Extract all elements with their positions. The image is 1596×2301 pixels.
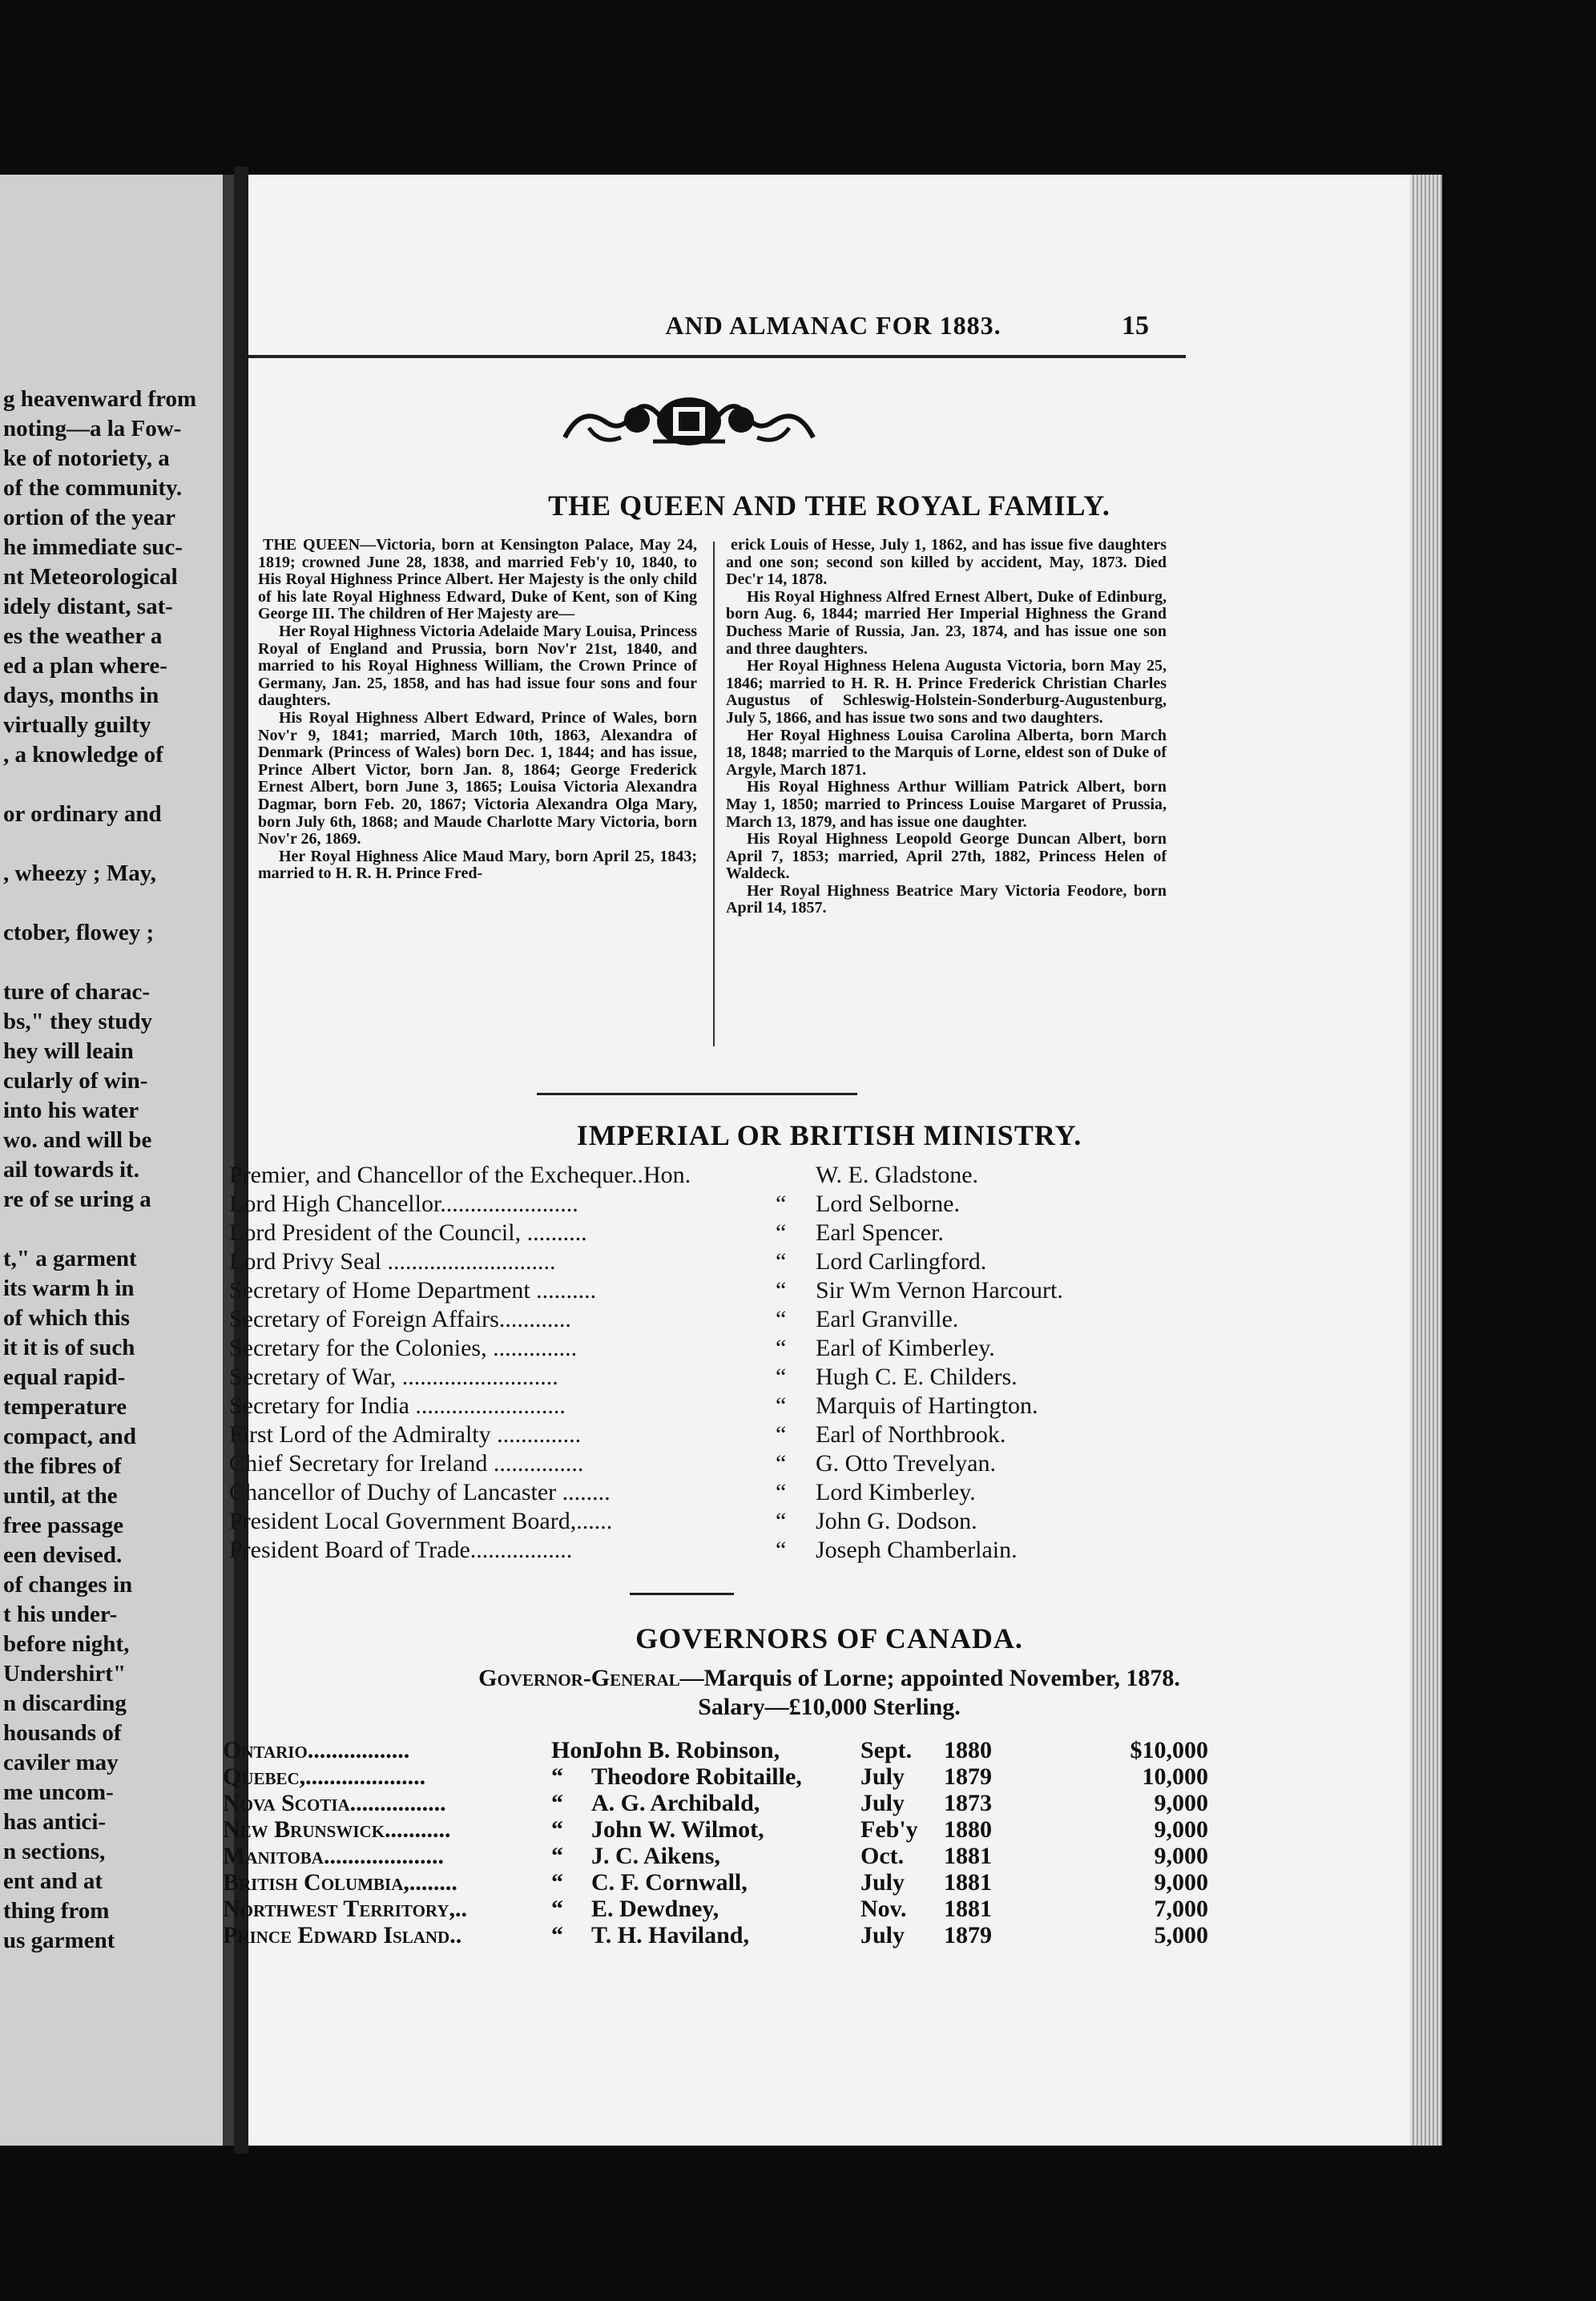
appointed-year: 1873	[944, 1790, 992, 1816]
left-page-line: equal rapid-	[3, 1364, 126, 1390]
appointed-year: 1880	[944, 1816, 992, 1843]
ditto-mark: “	[776, 1306, 787, 1332]
governor-name: C. F. Cornwall,	[591, 1869, 748, 1896]
ditto-mark: “	[776, 1364, 787, 1390]
royal-family-paragraph: THE QUEEN—Victoria, born at Kensington Palace, May 24, 1819; crowned June 28, 1838, and married Feb'y 10, 1840, to His Royal Highness Prince Albert. Her Majesty is the only child of his late Royal Highness Edward, Duke of Kent, son of King George III. The children of Her Majesty are—	[258, 536, 697, 623]
honorific: “	[551, 1896, 563, 1922]
province: New Brunswick...........	[223, 1816, 451, 1843]
left-page-line: caviler may	[3, 1750, 119, 1775]
left-page-line: t his under-	[3, 1602, 118, 1627]
ministry-office: Chancellor of Duchy of Lancaster ........	[229, 1479, 611, 1505]
governor-name: J. C. Aikens,	[591, 1843, 720, 1869]
appointed-month: Oct.	[860, 1843, 905, 1869]
left-page-line: compact, and	[3, 1424, 136, 1449]
appointed-year: 1881	[944, 1843, 992, 1869]
ministry-office: Premier, and Chancellor of the Exchequer..Hon.	[229, 1162, 691, 1188]
table-row	[223, 1896, 1384, 1922]
ministry-office: Secretary for the Colonies, ..............	[229, 1335, 578, 1361]
royal-family-paragraph: His Royal Highness Arthur William Patrick Albert, born May 1, 1850; married to Princess Louise Margaret of Prussia, March 13, 1879, and has issue one daughter.	[726, 778, 1167, 831]
left-page-line: ent and at	[3, 1868, 103, 1894]
left-page-line: thing from	[3, 1898, 110, 1924]
left-page-line: t," a garment	[3, 1246, 137, 1271]
left-page-line: ctober, flowey ;	[3, 920, 155, 945]
ditto-mark: “	[776, 1479, 787, 1505]
ministry-holder: Hugh C. E. Childers.	[816, 1364, 1018, 1390]
royal-family-paragraph: Her Royal Highness Victoria Adelaide Mary Louisa, Princess Royal of England and Prussia, born Nov'r 21st, 1840, and married to his Royal Highness William, the Crown Prince of Germany, Jan. 25, 1858, and has had issue four sons and four daughters.	[258, 622, 697, 710]
salary-amount: 9,000	[1154, 1869, 1208, 1896]
ditto-mark: “	[776, 1335, 787, 1361]
province: Northwest Territory,..	[223, 1896, 467, 1922]
left-page-line: Undershirt"	[3, 1661, 127, 1686]
governor-name: E. Dewdney,	[591, 1896, 719, 1922]
ministry-holder: Earl of Northbrook.	[816, 1421, 1006, 1448]
honorific: “	[551, 1843, 563, 1869]
column-divider	[713, 542, 715, 1046]
left-page-line: re of se uring a	[3, 1187, 151, 1212]
ministry-holder: Joseph Chamberlain.	[816, 1537, 1018, 1563]
province: British Columbia,........	[223, 1869, 457, 1896]
left-page-line	[3, 948, 196, 977]
ministry-holder: Marquis of Hartington.	[816, 1392, 1038, 1419]
ministry-holder: Lord Kimberley.	[816, 1479, 976, 1505]
left-page-text	[3, 385, 196, 1956]
left-page-line: een devised.	[3, 1542, 123, 1568]
appointed-month: July	[860, 1869, 905, 1896]
governor-name: John B. Robinson,	[591, 1737, 780, 1763]
ditto-mark: “	[776, 1277, 787, 1304]
ministry-row	[229, 1219, 1391, 1248]
ministry-office: President Board of Trade.................	[229, 1537, 573, 1563]
royal-family-paragraph: Her Royal Highness Beatrice Mary Victoria Feodore, born April 14, 1857.	[726, 881, 1167, 917]
left-page-line: has antici-	[3, 1809, 107, 1835]
left-page-line: , a knowledge of	[3, 742, 163, 768]
left-page-line: of the community.	[3, 475, 183, 501]
ditto-mark: “	[776, 1450, 787, 1477]
ministry-office: President Local Government Board,......	[229, 1508, 613, 1534]
appointed-month: Feb'y	[860, 1816, 918, 1843]
honorific: “	[551, 1763, 563, 1790]
table-row	[223, 1763, 1384, 1790]
section-divider-rule	[537, 1093, 857, 1095]
appointed-month: Nov.	[860, 1896, 907, 1922]
left-page-line: us garment	[3, 1928, 115, 1953]
left-page-line: the fibres of	[3, 1453, 122, 1479]
page-number: 15	[1122, 311, 1149, 341]
left-page-line: temperature	[3, 1394, 127, 1420]
left-page-line: es the weather a	[3, 623, 163, 649]
salary-amount: 9,000	[1154, 1816, 1208, 1843]
ditto-mark: “	[776, 1392, 787, 1419]
left-page-line: me uncom-	[3, 1779, 114, 1805]
table-row	[223, 1790, 1384, 1816]
governor-general-line	[248, 1665, 1410, 1692]
left-page-line: , wheezy ; May,	[3, 860, 156, 886]
left-page-line: hey will leain	[3, 1038, 134, 1064]
left-page-line: ture of charac-	[3, 979, 151, 1005]
ministry-office: Lord Privy Seal ............................	[229, 1248, 556, 1275]
ministry-holder: John G. Dodson.	[816, 1508, 977, 1534]
royal-family-paragraph: His Royal Highness Albert Edward, Prince of Wales, born Nov'r 9, 1841; married, March 10th, 1863, Alexandra of Denmark (Princess of Wales) born Dec. 1, 1844; and has issue, Prince Albert Victor, born Jan. 8, 1864; George Frederick Ernest Albert, born June 3, 1865; Louisa Victoria Alexandra Dagmar, born Feb. 20, 1867; Victoria Alexandra Olga Mary, born July 6th, 1868; and Maude Charlotte Mary Victoria, born Nov'r 26, 1869.	[258, 708, 697, 848]
left-page-line: n discarding	[3, 1690, 127, 1716]
left-page-line	[3, 770, 196, 800]
table-row	[223, 1843, 1384, 1869]
ministry-holder: Earl Granville.	[816, 1306, 959, 1332]
royal-family-right-column	[726, 537, 1167, 917]
ministry-row	[229, 1479, 1391, 1508]
appointed-month: July	[860, 1922, 905, 1948]
ministry-title: IMPERIAL OR BRITISH MINISTRY.	[576, 1119, 1082, 1151]
appointed-month: July	[860, 1790, 905, 1816]
province: Nova Scotia................	[223, 1790, 446, 1816]
ministry-row	[229, 1248, 1391, 1277]
governor-name: John W. Wilmot,	[591, 1816, 764, 1843]
royal-family-paragraph: His Royal Highness Alfred Ernest Albert, Duke of Edinburg, born Aug. 6, 1844; married Her Imperial Highness the Grand Duchess Marie of Russia, Jan. 23, 1874, and has issue one son and three daughters.	[726, 587, 1167, 658]
ministry-holder: G. Otto Trevelyan.	[816, 1450, 996, 1477]
left-page-line: cularly of win-	[3, 1068, 148, 1094]
ministry-row	[229, 1450, 1391, 1479]
province: Quebec,....................	[223, 1763, 426, 1790]
royal-family-title: THE QUEEN AND THE ROYAL FAMILY.	[548, 490, 1110, 522]
appointed-year: 1879	[944, 1922, 992, 1948]
ministry-row	[229, 1162, 1391, 1191]
appointed-month: Sept.	[860, 1737, 913, 1763]
ditto-mark: “	[776, 1421, 787, 1448]
left-page-line	[3, 829, 196, 859]
left-page-line: ortion of the year	[3, 505, 176, 530]
salary-amount: 5,000	[1154, 1922, 1208, 1948]
ditto-mark: “	[776, 1248, 787, 1275]
left-page-line: or ordinary and	[3, 801, 162, 827]
left-page-line: ke of notoriety, a	[3, 445, 170, 471]
left-page-line: n sections,	[3, 1839, 106, 1864]
salary-amount: $10,000	[1130, 1737, 1208, 1763]
ministry-office: Secretary of Home Department ..........	[229, 1277, 597, 1304]
page-stack-edge	[1410, 175, 1442, 2146]
salary-amount: 7,000	[1154, 1896, 1208, 1922]
left-page-line: of changes in	[3, 1572, 133, 1598]
appointed-year: 1881	[944, 1896, 992, 1922]
left-page-line: housands of	[3, 1720, 122, 1746]
left-page-line	[3, 889, 196, 918]
royal-family-paragraph: erick Louis of Hesse, July 1, 1862, and has issue five daughters and one son; second son killed by accident, May, 1873. Died Dec'r 14, 1878.	[726, 536, 1167, 589]
left-page-line: into his water	[3, 1098, 139, 1123]
main-page	[223, 175, 1410, 2146]
royal-family-paragraph: His Royal Highness Leopold George Duncan Albert, born April 7, 1853; married, April 27th, 1882, Princess Helen of Waldeck.	[726, 830, 1167, 883]
province: Ontario.................	[223, 1737, 410, 1763]
header-rule	[248, 355, 1186, 358]
ministry-row	[229, 1364, 1391, 1392]
left-facing-page	[0, 175, 234, 2146]
royal-family-paragraph: Her Royal Highness Alice Maud Mary, born April 25, 1843; married to H. R. H. Prince Fred-	[258, 847, 697, 883]
ministry-holder: W. E. Gladstone.	[816, 1162, 979, 1188]
table-row	[223, 1922, 1384, 1948]
governor-name: A. G. Archibald,	[591, 1790, 760, 1816]
left-page-line: virtually guilty	[3, 712, 151, 738]
royal-family-paragraph: Her Royal Highness Louisa Carolina Alberta, born March 18, 1848; married to the Marquis of Lorne, eldest son of Duke of Argyle, March 1871.	[726, 726, 1167, 779]
ditto-mark: “	[776, 1508, 787, 1534]
left-page-line: it it is of such	[3, 1335, 135, 1360]
governors-title: GOVERNORS OF CANADA.	[635, 1622, 1023, 1654]
left-page-line: nt Meteorological	[3, 564, 178, 590]
honorific: “	[551, 1790, 563, 1816]
table-row	[223, 1869, 1384, 1896]
ministry-row	[229, 1421, 1391, 1450]
left-page-line: days, months in	[3, 683, 159, 708]
left-page-line: ed a plan where-	[3, 653, 167, 679]
salary-amount: 9,000	[1154, 1843, 1208, 1869]
ministry-office: Secretary of War, ..........................	[229, 1364, 558, 1390]
left-page-line: of which this	[3, 1305, 130, 1331]
left-page-line: bs," they study	[3, 1009, 153, 1034]
ditto-mark: “	[776, 1537, 787, 1563]
ministry-holder: Sir Wm Vernon Harcourt.	[816, 1277, 1063, 1304]
left-page-line	[3, 1215, 196, 1244]
ditto-mark: “	[776, 1191, 787, 1217]
governor-general-salary: Salary—£10,000 Sterling.	[698, 1694, 961, 1720]
province: Prince Edward Island..	[223, 1922, 462, 1948]
left-page-line: wo. and will be	[3, 1127, 152, 1153]
ministry-row	[229, 1191, 1391, 1219]
left-page-line: idely distant, sat-	[3, 594, 173, 619]
ministry-row	[229, 1392, 1391, 1421]
royal-crest-ornament-icon	[557, 389, 821, 453]
appointed-year: 1880	[944, 1737, 992, 1763]
ministry-office: Secretary for India .........................	[229, 1392, 566, 1419]
ministry-office: Chief Secretary for Ireland ...............	[229, 1450, 584, 1477]
section-divider-rule	[630, 1593, 734, 1595]
province: Manitoba....................	[223, 1843, 444, 1869]
appointed-year: 1881	[944, 1869, 992, 1896]
ministry-office: Lord President of the Council, ..........	[229, 1219, 587, 1246]
ministry-row	[229, 1335, 1391, 1364]
salary-amount: 10,000	[1142, 1763, 1208, 1790]
governor-name: Theodore Robitaille,	[591, 1763, 802, 1790]
left-page-line: ail towards it.	[3, 1157, 139, 1183]
ministry-row	[229, 1306, 1391, 1335]
salary-amount: 9,000	[1154, 1790, 1208, 1816]
ministry-office: First Lord of the Admiralty ..............	[229, 1421, 582, 1448]
ministry-row	[229, 1537, 1391, 1566]
table-row	[223, 1816, 1384, 1843]
left-page-line: he immediate suc-	[3, 534, 183, 560]
running-title: AND ALMANAC FOR 1883.	[665, 311, 1002, 340]
honorific: Hon.	[551, 1737, 602, 1763]
left-page-line: noting—a la Fow-	[3, 416, 182, 441]
left-page-line: before night,	[3, 1631, 130, 1657]
ministry-row	[229, 1508, 1391, 1537]
ditto-mark: “	[776, 1219, 787, 1246]
ministry-holder: Earl Spencer.	[816, 1219, 944, 1246]
governor-general-text: —Marquis of Lorne; appointed November, 1878.	[679, 1665, 1180, 1691]
ministry-holder: Earl of Kimberley.	[816, 1335, 995, 1361]
honorific: “	[551, 1816, 563, 1843]
appointed-year: 1879	[944, 1763, 992, 1790]
ministry-holder: Lord Carlingford.	[816, 1248, 987, 1275]
ministry-office: Lord High Chancellor.......................	[229, 1191, 578, 1217]
honorific: “	[551, 1922, 563, 1948]
left-page-line: until, at the	[3, 1483, 118, 1509]
royal-family-left-column	[258, 537, 697, 883]
left-page-line: its warm h in	[3, 1275, 135, 1301]
left-page-line: free passage	[3, 1513, 124, 1538]
governor-general-label: Governor-General	[478, 1665, 680, 1691]
ministry-office: Secretary of Foreign Affairs............	[229, 1306, 571, 1332]
governor-name: T. H. Haviland,	[591, 1922, 749, 1948]
ministry-holder: Lord Selborne.	[816, 1191, 960, 1217]
left-page-line: g heavenward from	[3, 386, 197, 412]
honorific: “	[551, 1869, 563, 1896]
appointed-month: July	[860, 1763, 905, 1790]
ministry-row	[229, 1277, 1391, 1306]
royal-family-paragraph: Her Royal Highness Helena Augusta Victoria, born May 25, 1846; married to H. R. H. Prince Frederick Christian Charles Augustus of Schleswig-Holstein-Sonderburg-Augustenburg, July 5, 1866, and has issue two sons and two daughters.	[726, 657, 1167, 727]
table-row	[223, 1737, 1384, 1763]
